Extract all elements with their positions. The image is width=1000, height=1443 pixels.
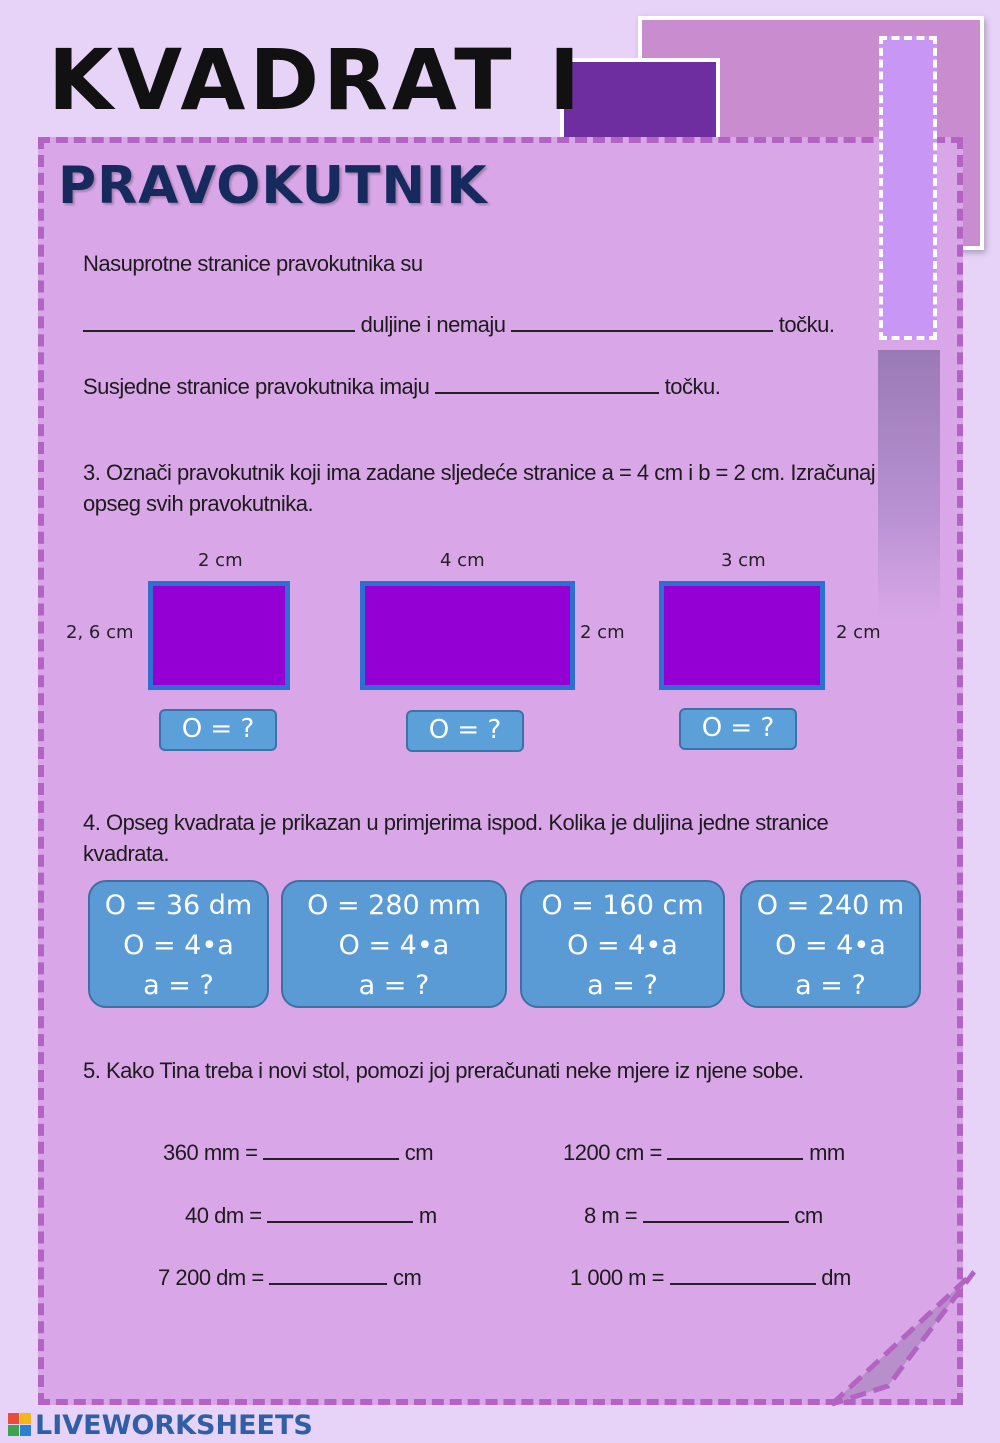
card-perimeter: O = 280 mm (307, 890, 481, 921)
blank-input[interactable] (511, 312, 773, 332)
rectangle-1[interactable] (148, 581, 290, 690)
decorative-dashed-strip (879, 36, 937, 340)
q3-text-line-2: opseg svih pravokutnika. (83, 491, 314, 516)
conversion-unit: cm (404, 1140, 434, 1165)
page-subtitle: PRAVOKUTNIK (58, 156, 488, 216)
card-formula: O = 4•a (567, 930, 678, 961)
intro-line-2 (83, 310, 834, 341)
square-card-1[interactable] (88, 880, 269, 1008)
intro-line-3-start: Susjedne stranice pravokutnika imaju (83, 374, 430, 399)
rect2-top-label: 4 cm (440, 550, 485, 571)
blank-input[interactable] (435, 374, 659, 394)
conversion-row-3-left (158, 1265, 421, 1291)
blank-input[interactable] (267, 1203, 413, 1223)
conversion-value: 8 m = (584, 1203, 638, 1228)
decorative-fade-strip (878, 350, 940, 620)
blank-input[interactable] (263, 1140, 399, 1160)
blank-input[interactable] (269, 1265, 387, 1285)
conversion-value: 1200 cm = (563, 1140, 662, 1165)
intro-line-1: Nasuprotne stranice pravokutnika su (83, 251, 423, 276)
intro-line-2-mid: duljine i nemaju (360, 312, 506, 337)
conversion-row-2-right (584, 1203, 823, 1229)
rectangle-2[interactable] (360, 581, 575, 690)
blank-input[interactable] (83, 312, 355, 332)
card-formula: O = 4•a (775, 930, 886, 961)
blank-input[interactable] (670, 1265, 816, 1285)
liveworksheets-icon (8, 1413, 32, 1437)
intro-line-3 (83, 372, 720, 403)
conversion-unit: m (418, 1203, 437, 1228)
blank-input[interactable] (667, 1140, 803, 1160)
conversion-row-3-right (570, 1265, 851, 1291)
perimeter-answer-1[interactable]: O = ? (159, 709, 277, 751)
q4-text-line-2: kvadrata. (83, 841, 169, 866)
card-perimeter: O = 160 cm (541, 890, 704, 921)
page-title: KVADRAT I (48, 31, 585, 129)
rect3-top-label: 3 cm (721, 550, 766, 571)
intro-line-3-end: točku. (664, 374, 721, 399)
q3-text-line-1: 3. Označi pravokutnik koji ima zadane sljedeće stranice a = 4 cm i b = 2 cm. Izračunaj (83, 460, 876, 485)
rectangle-3[interactable] (659, 581, 825, 690)
conversion-value: 360 mm = (163, 1140, 258, 1165)
blank-input[interactable] (643, 1203, 789, 1223)
card-question: a = ? (358, 970, 430, 1001)
conversion-row-1-right (563, 1140, 845, 1166)
card-question: a = ? (143, 970, 214, 1001)
card-question: a = ? (795, 970, 866, 1001)
card-formula: O = 4•a (123, 930, 234, 961)
conversion-unit: dm (821, 1265, 851, 1290)
conversion-unit: mm (809, 1140, 845, 1165)
liveworksheets-logo[interactable] (8, 1410, 313, 1441)
square-card-3[interactable] (520, 880, 725, 1008)
conversion-value: 1 000 m = (570, 1265, 664, 1290)
rect1-side-label: 2, 6 cm (66, 622, 134, 643)
square-card-4[interactable] (740, 880, 921, 1008)
q5-text: 5. Kako Tina treba i novi stol, pomozi joj preračunati neke mjere iz njene sobe. (83, 1058, 804, 1083)
rect2-side-label: 2 cm (580, 622, 625, 643)
conversion-unit: cm (392, 1265, 422, 1290)
rect1-top-label: 2 cm (198, 550, 243, 571)
logo-text: LIVEWORKSHEETS (35, 1410, 313, 1441)
conversion-value: 40 dm = (185, 1203, 262, 1228)
perimeter-answer-2[interactable]: O = ? (406, 710, 524, 752)
conversion-value: 7 200 dm = (158, 1265, 264, 1290)
conversion-row-2-left (185, 1203, 437, 1229)
perimeter-answer-3[interactable]: O = ? (679, 708, 797, 750)
conversion-unit: cm (794, 1203, 823, 1228)
card-perimeter: O = 36 dm (104, 890, 253, 921)
square-card-2[interactable] (281, 880, 507, 1008)
card-question: a = ? (587, 970, 658, 1001)
card-formula: O = 4•a (338, 930, 450, 961)
rect3-side-label: 2 cm (836, 622, 881, 643)
card-perimeter: O = 240 m (756, 890, 905, 921)
q4-text-line-1: 4. Opseg kvadrata je prikazan u primjerima ispod. Kolika je duljina jedne stranice (83, 810, 829, 835)
intro-line-2-end: točku. (778, 312, 835, 337)
conversion-row-1-left (163, 1140, 433, 1166)
